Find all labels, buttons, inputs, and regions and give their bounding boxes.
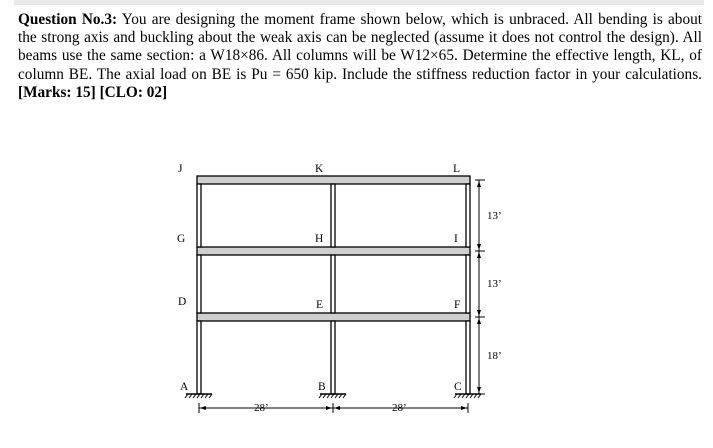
column-GD [197,255,201,313]
node-label-E: E [316,299,324,311]
beam-DEF [197,313,470,321]
story-height-top: 13’ [487,210,502,222]
node-label-K: K [315,163,324,175]
node-label-L: L [453,163,461,175]
column-FC [466,321,470,394]
column-LI [466,184,470,247]
node-label-A: A [180,381,189,393]
node-label-G: G [177,233,186,245]
story-height-bottom: 18’ [487,350,502,362]
column-HE [331,255,335,313]
node-label-B: B [318,381,326,393]
story-height-middle: 13’ [487,278,502,290]
node-label-J: J [178,163,183,175]
column-IF [466,255,470,313]
support-A [185,394,212,398]
node-label-H: H [315,233,324,245]
node-label-F: F [454,299,461,311]
node-label-I: I [454,233,458,245]
question-label: Question No.3: [18,11,118,28]
roof-beam-JKL [197,176,470,184]
question-marks: [Marks: 15] [18,83,96,101]
bay-width-right: 28’ [392,402,407,414]
column-EB [331,321,335,394]
question-body: You are designing the moment frame shown below, which is unbraced. All bending is about the strong axis and buckling about the weak axis can be neglected (assume it does not control the design). All beams use the same section: a W18×86. All columns will be W12×65. Determine the effective length, KL, of column BE. The axial load on BE is Pu = 650 kip. Include the stiffness reduction factor in your calculations. [18,11,702,83]
column-DA [197,321,201,394]
support-C [454,394,481,398]
support-B [319,394,346,398]
node-label-D: D [178,296,187,308]
bay-width-left: 28’ [254,402,269,414]
column-KH [331,184,335,247]
column-JG [197,184,201,247]
node-label-C: C [454,381,462,393]
question-clo: [CLO: 02] [99,83,168,101]
beam-GHI [197,247,470,255]
